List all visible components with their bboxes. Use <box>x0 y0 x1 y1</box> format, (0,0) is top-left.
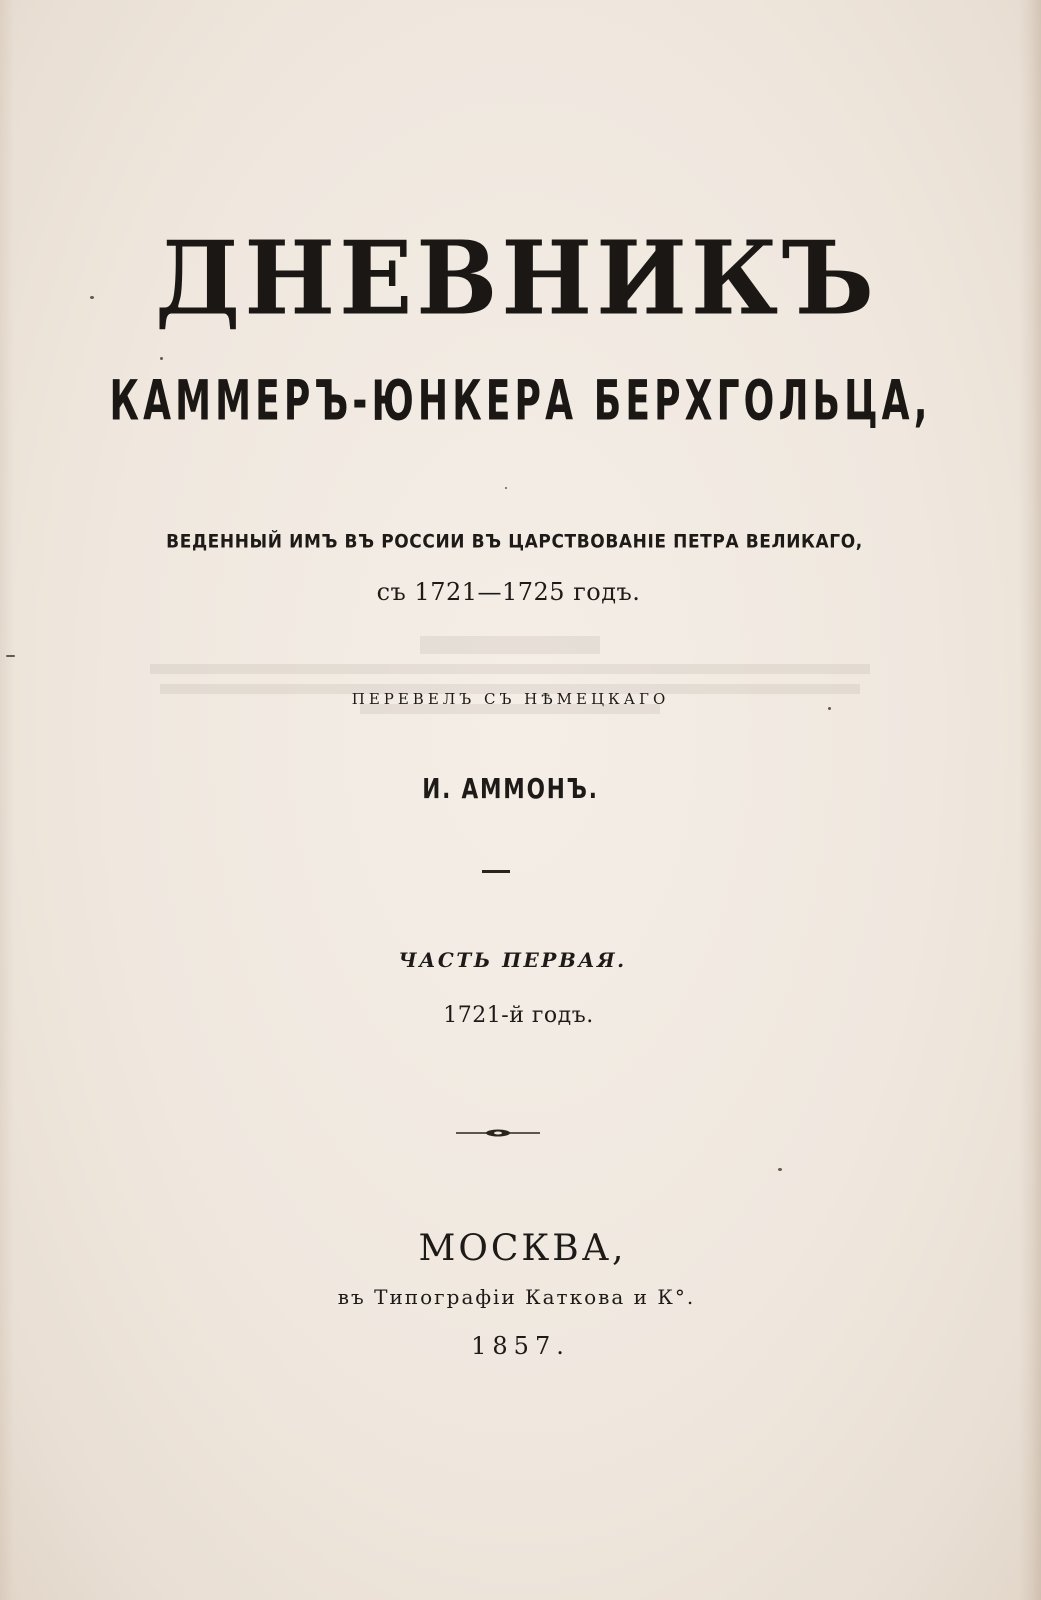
divider-rule <box>482 870 510 873</box>
ornament-divider <box>456 1126 540 1140</box>
paper-speck <box>6 655 15 657</box>
book-subtitle: КАММЕРЪ-ЮНКЕРА БЕРХГОЛЬЦА, <box>109 369 932 434</box>
paper-speck <box>505 487 507 489</box>
imprint-year: 1857. <box>471 1332 570 1360</box>
paper-speck <box>90 296 94 299</box>
paper-speck <box>828 707 831 710</box>
imprint-printer: въ Типографіи Каткова и К°. <box>337 1285 696 1309</box>
translator-label: ПЕРЕВЕЛЪ СЪ НѢМЕЦКАГО <box>351 690 670 708</box>
part-year: 1721-й годъ. <box>443 1003 594 1028</box>
imprint-city: МОСКВА, <box>418 1228 627 1269</box>
description-line-2: съ 1721—1725 годъ. <box>376 578 641 606</box>
part-label: ЧАСТЬ ПЕРВАЯ. <box>398 948 627 972</box>
paper-speck <box>778 1168 782 1171</box>
translator-name: И. АММОНЪ. <box>422 772 599 806</box>
book-title: ДНЕВНИКЪ <box>155 219 878 338</box>
description-line-1: ВЕДЕННЫЙ ИМЪ ВЪ РОССИИ ВЪ ЦАРСТВОВАНІЕ ПЕТРА ВЕЛИКАГО, <box>166 531 863 553</box>
paper-speck <box>160 357 163 360</box>
